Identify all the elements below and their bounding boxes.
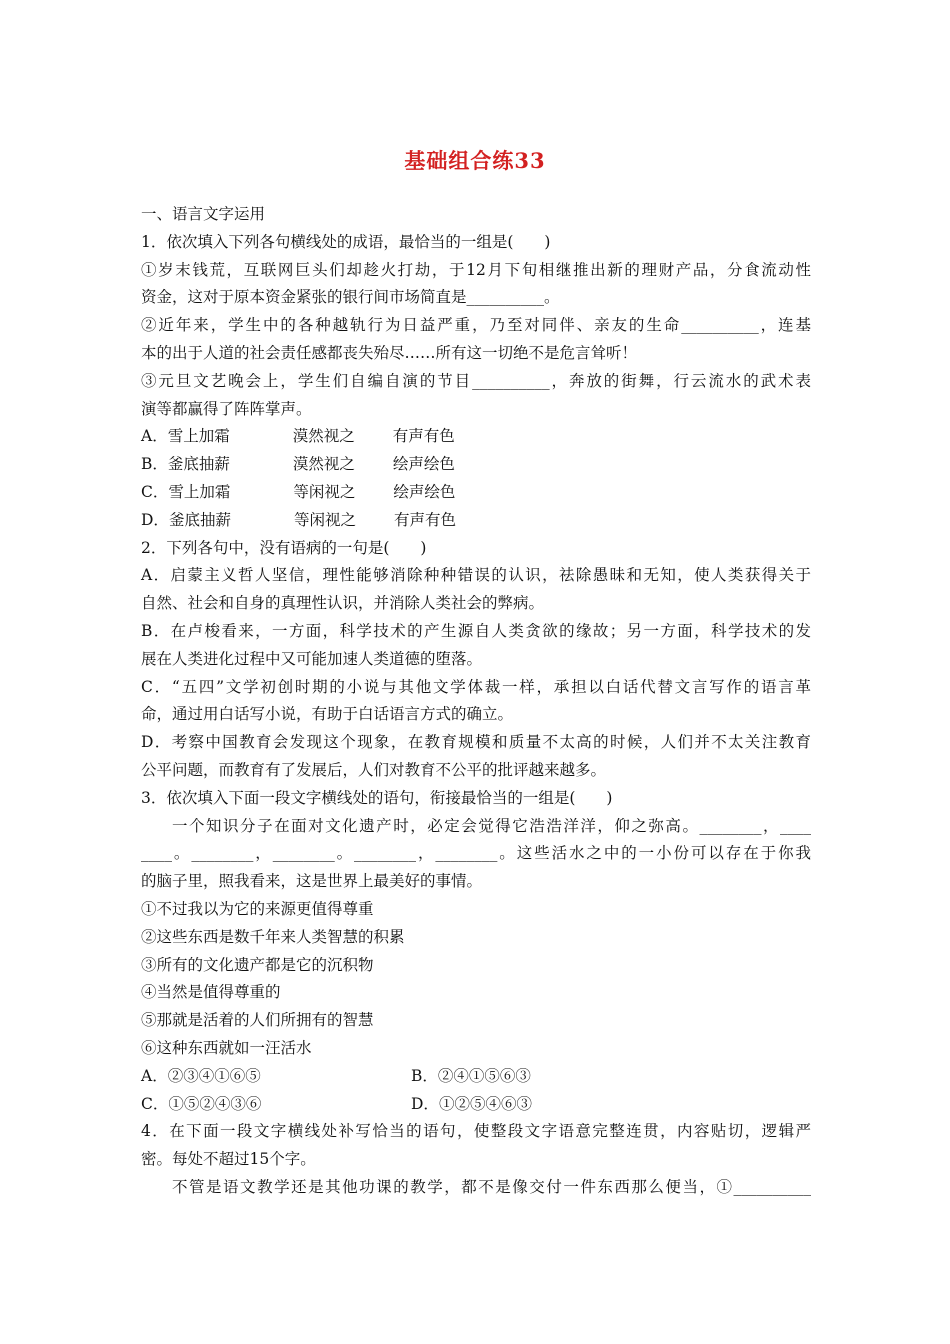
question-3-item: ①不过我以为它的来源更值得尊重 <box>141 899 374 918</box>
question-2-option-b-cont: 展在人类进化过程中又可能加速人类道德的堕落。 <box>141 649 483 668</box>
question-3-option-c[interactable]: C．①⑤②④③⑥ <box>141 1094 262 1113</box>
question-1-line: 资金，这对于原本资金紧张的银行间市场简直是__________。 <box>141 288 560 307</box>
question-3-item: ③所有的文化遗产都是它的沉积物 <box>141 955 374 974</box>
question-1-line: ③元旦文艺晚会上，学生们自编自演的节目__________，奔放的街舞，行云流水的武术表 <box>141 371 811 390</box>
question-3-item: ④当然是值得尊重的 <box>141 983 281 1002</box>
question-1-option-d[interactable]: D．釜底抽薪 等闲视之 有声有色 <box>141 510 456 529</box>
question-1 <box>141 229 811 535</box>
question-2-option-a-cont: 自然、社会和自身的真理性认识，并消除人类社会的弊病。 <box>141 594 545 613</box>
question-4 <box>141 1118 811 1201</box>
question-1-option-a[interactable]: A．雪上加霜 漠然视之 有声有色 <box>141 427 455 446</box>
question-4-stem: 4．在下面一段文字横线处补写恰当的语句，使整段文字语意完整连贯，内容贴切，逻辑严 <box>141 1122 811 1141</box>
question-3-passage-line: 的脑子里，照我看来，这是世界上最美好的事情。 <box>141 872 483 891</box>
question-1-line: ②近年来，学生中的各种越轨行为日益严重，乃至对同伴、亲友的生命__________，连基 <box>141 316 811 335</box>
question-2-option-c[interactable]: C．“五四”文学初创时期的小说与其他文学体裁一样，承担以白话代替文言写作的语言革 <box>141 677 811 696</box>
question-1-line: ①岁末钱荒，互联网巨头们却趁火打劫，于12月下旬相继推出新的理财产品，分食流动性 <box>141 260 811 279</box>
question-4-passage: 不管是语文教学还是其他功课的教学，都不是像交付一件东西那么便当，①__________ <box>172 1177 811 1196</box>
question-1-option-b[interactable]: B．釜底抽薪 漠然视之 绘声绘色 <box>141 455 455 474</box>
question-2-option-c-cont: 命，通过用白话写小说，有助于白话语言方式的确立。 <box>141 705 514 724</box>
section-heading: 一、语言文字运用 <box>141 205 266 223</box>
question-3-passage-line: 一个知识分子在面对文化遗产时，必定会觉得它浩浩洋洋，仰之弥高。________，____ <box>172 816 811 835</box>
question-2-option-a[interactable]: A．启蒙主义哲人坚信，理性能够消除种种错误的认识，祛除愚昧和无知，使人类获得关于 <box>141 566 811 585</box>
question-1-option-c[interactable]: C．雪上加霜 等闲视之 绘声绘色 <box>141 482 456 501</box>
question-3-item: ⑥这种东西就如一汪活水 <box>141 1038 312 1057</box>
page-title: 基础组合练33 <box>404 148 546 173</box>
question-2 <box>141 535 811 785</box>
question-2-stem: 2．下列各句中，没有语病的一句是( ) <box>141 538 427 557</box>
question-3-passage-line: ____。________，________。________，________。这些活水之中的一小份可以存在于你我 <box>141 844 811 863</box>
question-3-stem: 3．依次填入下面一段文字横线处的语句，衔接最恰当的一组是( ) <box>141 788 613 807</box>
question-3-option-d[interactable]: D．①②⑤④⑥③ <box>411 1094 532 1113</box>
question-1-line: 本的出于人道的社会责任感都丧失殆尽……所有这一切绝不是危言耸听！ <box>141 343 638 362</box>
question-3-options-row <box>141 1091 811 1119</box>
question-3-option-b[interactable]: B．②④①⑤⑥③ <box>411 1066 531 1085</box>
question-2-option-d[interactable]: D．考察中国教育会发现这个现象，在教育规模和质量不太高的时候，人们并不太关注教育 <box>141 733 811 752</box>
question-4-stem-cont: 密。每处不超过15个字。 <box>141 1150 316 1169</box>
question-3-options-row <box>141 1063 811 1091</box>
question-3-option-a[interactable]: A．②③④①⑥⑤ <box>141 1066 261 1085</box>
question-2-option-b[interactable]: B．在卢梭看来，一方面，科学技术的产生源自人类贪欲的缘故；另一方面，科学技术的发 <box>141 621 811 640</box>
question-2-option-d-cont: 公平问题，而教育有了发展后，人们对教育不公平的批评越来越多。 <box>141 760 607 779</box>
question-3-item: ⑤那就是活着的人们所拥有的智慧 <box>141 1011 374 1030</box>
question-1-stem: 1．依次填入下列各句横线处的成语，最恰当的一组是( ) <box>141 232 551 251</box>
question-3-item: ②这些东西是数千年来人类智慧的积累 <box>141 927 405 946</box>
question-3 <box>141 785 811 1119</box>
document-body <box>141 201 811 1202</box>
question-1-line: 演等都赢得了阵阵掌声。 <box>141 399 312 418</box>
